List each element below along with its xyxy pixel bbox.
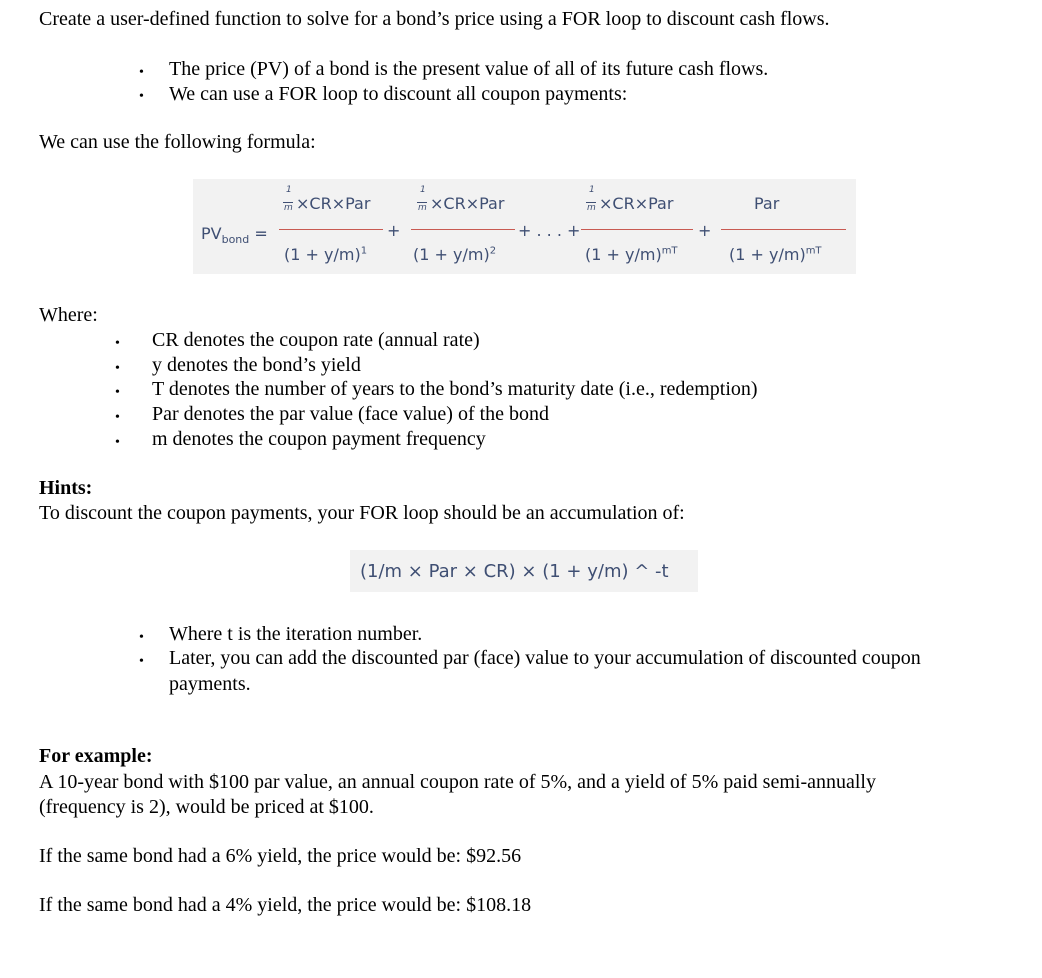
bullet-icon: • (115, 435, 120, 450)
denominator-n: $(1 + y/m)^{mT}$ (585, 245, 678, 264)
example-line-1: A 10-year bond with $100 par value, an annual coupon rate of 5%, and a yield of 5% paid semi-annually (39, 771, 876, 793)
fraction-bar-par (721, 229, 846, 230)
intro-text: Create a user-defined function to solve for a bond’s price using a FOR loop to discount cash flows. (39, 8, 830, 30)
intro-bullet-2: We can use a FOR loop to discount all coupon payments: (169, 83, 628, 105)
plus-1: + (387, 221, 401, 240)
bullet-icon: • (139, 89, 144, 104)
frac-m: m (418, 203, 427, 213)
hints-label: Hints: (39, 477, 93, 499)
hint-formula-text: (1/m × Par × CR) × (1 + y/m) ^ -t (360, 561, 669, 582)
where-item-m: m denotes the coupon payment frequency (152, 428, 486, 450)
intro-bullet-1: The price (PV) of a bond is the present value of all of its future cash flows. (169, 58, 769, 80)
bullet-icon: • (115, 385, 120, 400)
bond-price-formula (193, 179, 856, 274)
bullet-icon: • (115, 361, 120, 376)
par-numerator: Par (754, 194, 780, 213)
coupon-term-2: ×CR×Par (430, 194, 505, 213)
denominator-2: $(1 + y/m)^2$ (413, 245, 497, 264)
example-six-percent: If the same bond had a 6% yield, the price would be: $92.56 (39, 845, 522, 867)
hint-formula (350, 550, 698, 592)
where-item-y: y denotes the bond’s yield (152, 354, 361, 376)
where-item-cr: CR denotes the coupon rate (annual rate) (152, 329, 480, 351)
where-label: Where: (39, 304, 98, 326)
coupon-term-1: ×CR×Par (296, 194, 371, 213)
formula-intro: We can use the following formula: (39, 131, 316, 153)
hint-bullet-2-cont: payments. (169, 673, 251, 695)
frac-m: m (284, 203, 293, 213)
frac-one: 1 (286, 185, 292, 195)
where-item-t: T denotes the number of years to the bond’s maturity date (i.e., redemption) (152, 378, 758, 400)
hints-text: To discount the coupon payments, your FOR loop should be an accumulation of: (39, 502, 685, 524)
hint-bullet-2: Later, you can add the discounted par (face) value to your accumulation of discounted coupon (169, 647, 921, 669)
bullet-icon: • (139, 654, 144, 669)
example-line-2: (frequency is 2), would be priced at $100. (39, 796, 374, 818)
fraction-bar-n (581, 229, 693, 230)
coupon-term-n: ×CR×Par (599, 194, 674, 213)
bullet-icon: • (115, 410, 120, 425)
fraction-bar-1 (279, 229, 383, 230)
bullet-icon: • (115, 336, 120, 351)
denominator-par: $(1 + y/m)^{mT}$ (729, 245, 822, 264)
frac-one: 1 (420, 185, 426, 195)
ellipsis: + . . . + (518, 221, 581, 240)
frac-m: m (587, 203, 596, 213)
where-item-par: Par denotes the par value (face value) of the bond (152, 403, 550, 425)
example-label: For example: (39, 745, 153, 767)
frac-one: 1 (589, 185, 595, 195)
hint-bullet-1: Where t is the iteration number. (169, 623, 423, 645)
fraction-bar-2 (411, 229, 515, 230)
plus-2: + (698, 221, 712, 240)
bullet-icon: • (139, 630, 144, 645)
bullet-icon: • (139, 65, 144, 80)
example-four-percent: If the same bond had a 4% yield, the price would be: $108.18 (39, 894, 532, 916)
formula-lhs: $PV_{bond}$ = (201, 224, 268, 247)
denominator-1: $(1 + y/m)^1$ (284, 245, 368, 264)
